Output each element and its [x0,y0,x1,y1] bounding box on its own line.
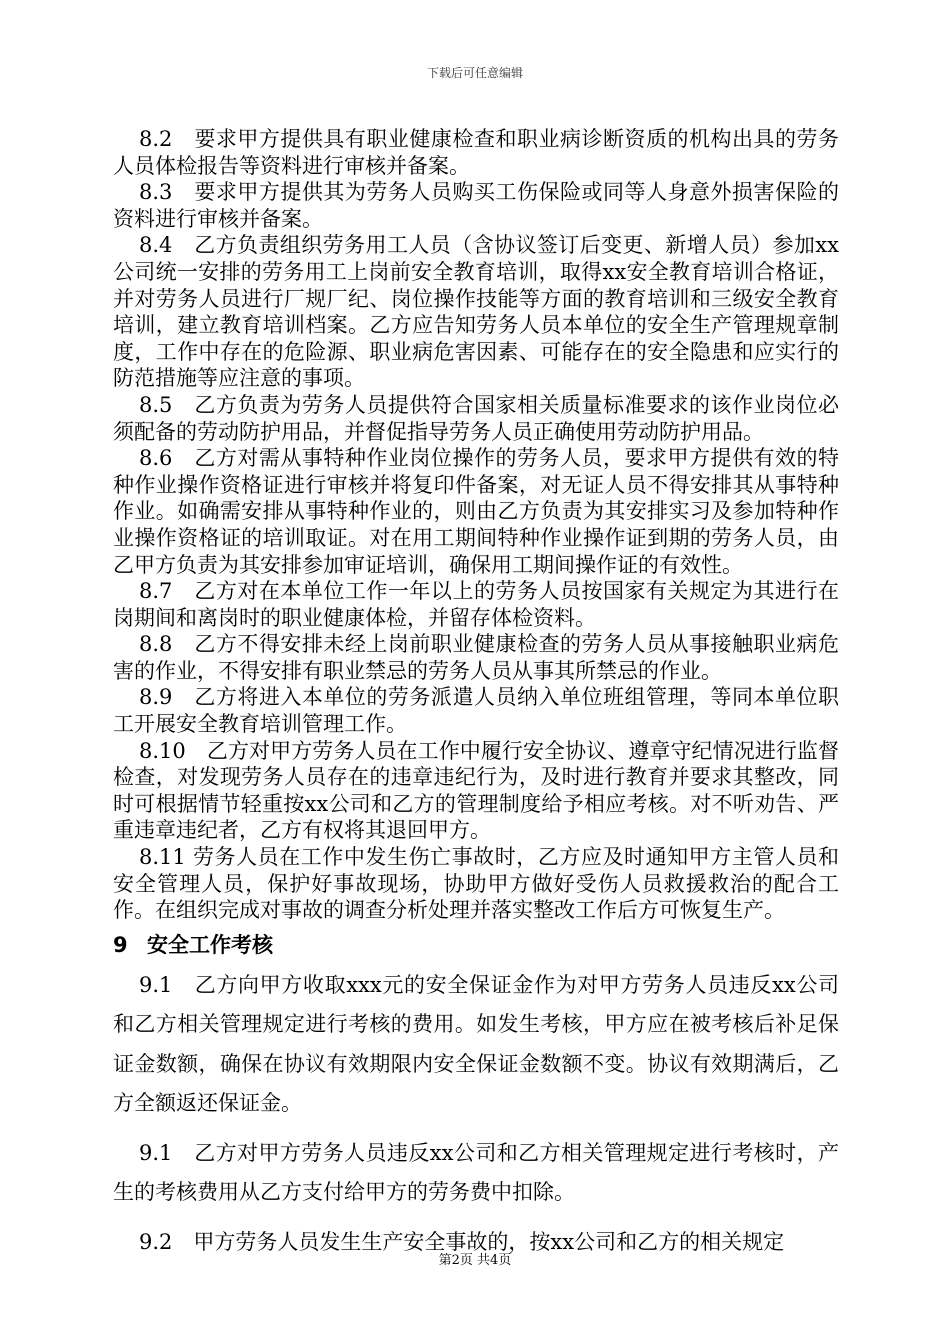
clause-8-6: 8.6 乙方对需从事特种作业岗位操作的劳务人员，要求甲方提供有效的特种作业操作资格证进行审核并将复印件备案，对无证人员不得安排其从事特种作业。如确需安排从事特种作业的，则由乙方负责为其安排实习及参加特种作业操作资格证的培训取证。对在用工期间特种作业操作证到期的劳务人员，由乙甲方负责为其安排参加审证培训，确保用工期间操作证的有效性。 [113,446,839,577]
clause-8-3: 8.3 要求甲方提供其为劳务人员购买工伤保险或同等人身意外损害保险的资料进行审核并备案。 [113,180,839,231]
page-number-footer: 第2页 共4页 [438,1253,512,1268]
clause-8-2: 8.2 要求甲方提供具有职业健康检查和职业病诊断资质的机构出具的劳务人员体检报告等资料进行审核并备案。 [113,127,839,178]
clause-9-2: 9.2 甲方劳务人员发生生产安全事故的，按xx公司和乙方的相关规定 [139,1229,785,1254]
clause-8-5: 8.5 乙方负责为劳务人员提供符合国家相关质量标准要求的该作业岗位必须配备的劳动防护用品，并督促指导劳务人员正确使用劳动防护用品。 [113,392,839,444]
clause-8-9: 8.9 乙方将进入本单位的劳务派遣人员纳入单位班组管理，等同本单位职工开展安全教育培训管理工作。 [113,685,839,737]
clause-8-11: 8.11 劳务人员在工作中发生伤亡事故时，乙方应及时通知甲方主管人员和安全管理人员，保护好事故现场，协助甲方做好受伤人员救援救治的配合工作。在组织完成对事故的调查分析处理并落实整改工作后方可恢复生产。 [113,845,839,923]
clause-8-10: 8.10 乙方对甲方劳务人员在工作中履行安全协议、遵章守纪情况进行监督检查，对发现劳务人员存在的违章违纪行为，及时进行教育并要求其整改，同时可根据情节轻重按xx公司和乙方的管理制度给予相应考核。对不听劝告、严重违章违纪者，乙方有权将其退回甲方。 [113,738,839,843]
clause-8-8: 8.8 乙方不得安排未经上岗前职业健康检查的劳务人员从事接触职业病危害的作业，不得安排有职业禁忌的劳务人员从事其所禁忌的作业。 [113,632,839,683]
section-9-title: 安全工作考核 [147,932,273,957]
section-9-heading [113,930,839,960]
page-header-note: 下载后可任意编辑 [426,66,523,80]
clause-9-1-a: 9.1 乙方向甲方收取xxx元的安全保证金作为对甲方劳务人员违反xx公司和乙方相关管理规定进行考核的费用。如发生考核，甲方应在被考核后补足保证金数额，确保在协议有效期限内安全保证金数额不变。协议有效期满后，乙方全额返还保证金。 [113,972,839,1116]
section-9-clauses [113,966,839,1263]
clause-9-1-b: 9.1 乙方对甲方劳务人员违反xx公司和乙方相关管理规定进行考核时，产生的考核费用从乙方支付给甲方的劳务费中扣除。 [113,1140,839,1205]
clause-8-4: 8.4 乙方负责组织劳务用工人员（含协议签订后变更、新增人员）参加xx公司统一安排的劳务用工上岗前安全教育培训，取得xx安全教育培训合格证，并对劳务人员进行厂规厂纪、岗位操作技能等方面的教育培训和三级安全教育培训，建立教育培训档案。乙方应告知劳务人员本单位的安全生产管理规章制度，工作中存在的危险源、职业病危害因素、可能存在的安全隐患和应实行的防范措施等应注意的事项。 [113,233,839,391]
section-9-number: 9 [113,932,128,957]
clause-8-7: 8.7 乙方对在本单位工作一年以上的劳务人员按国家有关规定为其进行在岗期间和离岗时的职业健康体检，并留存体检资料。 [113,579,839,630]
page-body [113,126,839,1262]
section-8-clauses [113,126,839,924]
